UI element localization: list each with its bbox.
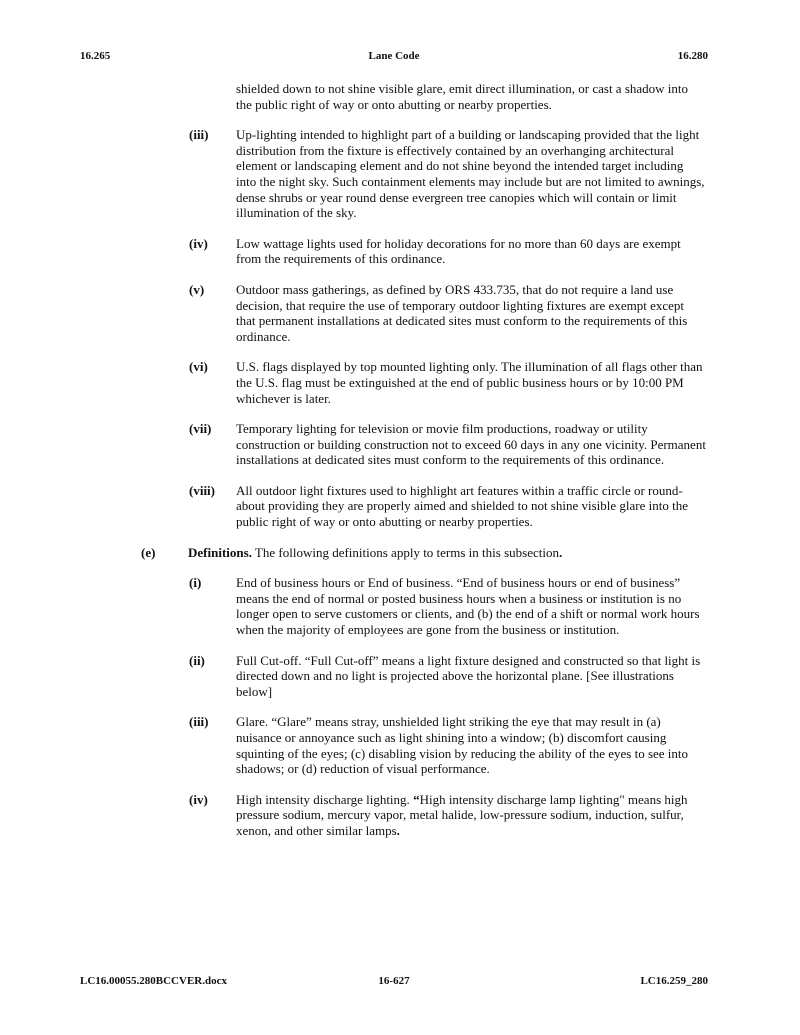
item-text — [236, 792, 706, 839]
header-section-start: 16.265 — [80, 50, 111, 62]
item-number: (iv) — [189, 235, 208, 251]
item-number: (vii) — [189, 421, 212, 437]
item-text-part: High intensity discharge lamp lighting" means high pressure sodium, mercury vapor, metal halide, low-pressure sodium, induction, sulfur, xenon, and other similar lamps — [236, 791, 688, 838]
item-text: Full Cut-off. “Full Cut-off” means a light fixture designed and constructed so that light is directed down and no light is projected above the horizontal plane. [See illustrations below] — [236, 652, 701, 699]
item-text-quote: “ — [413, 791, 420, 807]
item-number: (i) — [189, 575, 202, 591]
item-number: (iii) — [189, 714, 209, 730]
definitions-intro-text: The following definitions apply to terms in this subsection — [251, 544, 559, 560]
exemption-item — [0, 282, 800, 344]
item-text: Outdoor mass gatherings, as defined by ORS 433.735, that do not require a land use decision, that require the use of temporary outdoor lighting fixtures are exempt except that permanent installations at dedicated sites must conform to the requirements of this ordinance. — [236, 281, 688, 344]
document-body — [0, 81, 800, 839]
definition-item — [0, 575, 800, 637]
item-text: Up-lighting intended to highlight part of a building or landscaping provided that the light distribution from the fixture is effectively contained by an overhanging architectural element or landscaping element and do not shine beyond the intended target including into the night sky. Such containment elements may include but are not limited to awnings, dense shrubs or year round dense evergreen tree canopies which will contain or limit illumination of the sky. — [236, 127, 705, 221]
footer-filename: LC16.00055.280BCCVER.docx — [80, 975, 227, 987]
exemption-item — [0, 483, 800, 530]
item-text: Glare. “Glare” means stray, unshielded light striking the eye that may result in (a) nuisance or annoyance such as light shining into a window; (b) discomfort causing squinting of the eyes; (c) disabling vision by reducing the ability of the eyes to see into shadows; or (d) reduction of visual performance. — [236, 714, 689, 777]
definitions-title: Definitions. — [188, 544, 252, 560]
item-text: Low wattage lights used for holiday decorations for no more than 60 days are exempt from the requirements of this ordinance. — [236, 235, 681, 267]
section-number: (e) — [141, 544, 156, 560]
definitions-intro-period: . — [558, 544, 563, 560]
item-text: End of business hours or End of business. “End of business hours or end of business” means the end of normal or posted business hours when a business or institution is no longer open to serve customers or clients, and (b) the end of a shift or normal work hours when the majority of employees are gone from the business or institution. — [236, 575, 700, 638]
item-number: (v) — [189, 281, 205, 297]
definition-item — [0, 653, 800, 700]
item-number: (iii) — [189, 127, 209, 143]
definitions-heading — [0, 545, 800, 561]
item-number: (ii) — [189, 652, 205, 668]
footer-section-range: LC16.259_280 — [640, 975, 708, 987]
continuation-paragraph: shielded down to not shine visible glare, emit direct illumination, or cast a shadow into the public right of way or onto abutting or nearby properties. — [236, 81, 689, 112]
exemption-item — [0, 236, 800, 267]
item-text-part: High intensity discharge lighting. — [236, 791, 414, 807]
definition-item — [0, 792, 800, 839]
item-number: (iv) — [189, 791, 208, 807]
header-section-end: 16.280 — [677, 50, 708, 62]
exemption-item — [0, 359, 800, 406]
item-text: All outdoor light fixtures used to highlight art features within a traffic circle or round-about providing they are properly aimed and shielded to not shine visible glare into the public right of way or onto abutting or nearby properties. — [236, 482, 688, 530]
item-number: (viii) — [189, 482, 215, 498]
definitions-intro — [188, 545, 708, 561]
item-number: (vi) — [189, 359, 208, 375]
exemption-item — [0, 421, 800, 468]
header-title: Lane Code — [368, 50, 420, 62]
definition-item — [0, 714, 800, 776]
item-text-period: . — [396, 822, 400, 838]
item-text: U.S. flags displayed by top mounted lighting only. The illumination of all flags other than the U.S. flag must be extinguished at the end of public business hours or by 10:00 PM whichever is later. — [236, 359, 703, 406]
item-text: Temporary lighting for television or movie film productions, roadway or utility construction or building construction not to exceed 60 days in any one vicinity. Permanent installations at dedicated sites must conform to the requirements of this ordinance. — [236, 421, 706, 468]
exemption-item — [0, 127, 800, 221]
footer-page-number: 16-627 — [378, 975, 410, 987]
